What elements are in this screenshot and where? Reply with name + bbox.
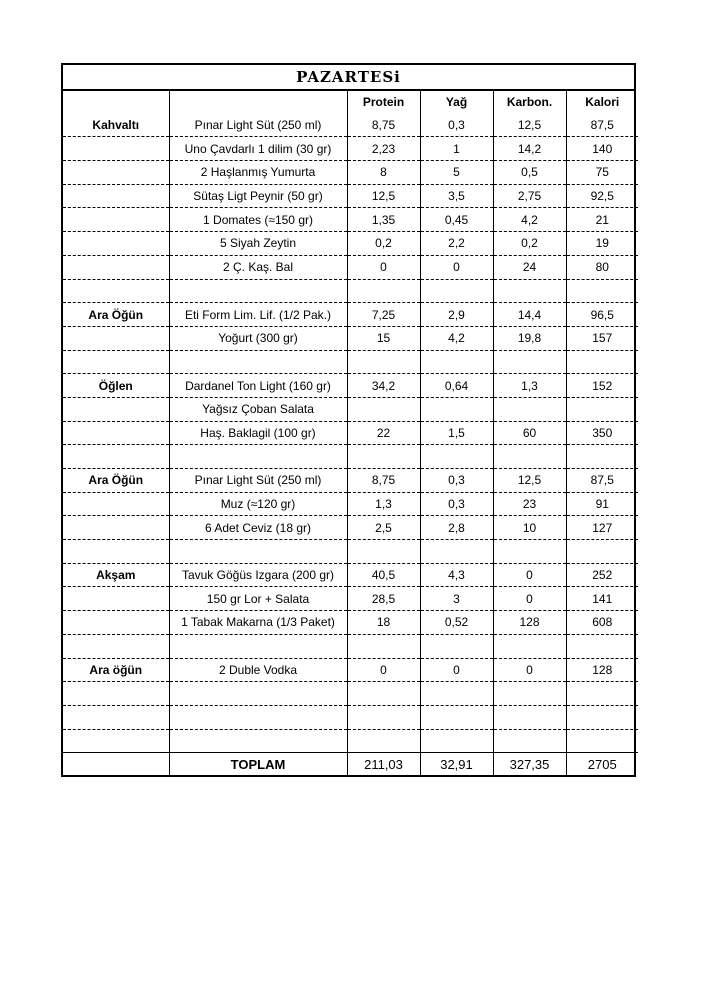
fat-cell: 4,2 (420, 326, 493, 350)
carb-cell (493, 540, 566, 564)
kcal-cell (566, 634, 638, 658)
header-carb: Karbon. (493, 91, 566, 114)
kcal-cell: 21 (566, 208, 638, 232)
table-row (63, 232, 638, 256)
meal-cell (63, 208, 169, 232)
protein-cell: 34,2 (347, 374, 420, 398)
meal-cell (63, 137, 169, 161)
carb-cell (493, 729, 566, 753)
table-row (63, 516, 638, 540)
kcal-cell: 80 (566, 255, 638, 279)
food-cell: Sütaş Ligt Peynir (50 gr) (169, 184, 347, 208)
fat-cell: 0 (420, 658, 493, 682)
food-cell: 6 Adet Ceviz (18 gr) (169, 516, 347, 540)
protein-cell (347, 397, 420, 421)
carb-cell: 0,5 (493, 161, 566, 185)
carb-cell: 12,5 (493, 114, 566, 137)
fat-cell: 0,64 (420, 374, 493, 398)
table-row (63, 161, 638, 185)
table-row (63, 350, 638, 374)
meal-cell: Akşam (63, 563, 169, 587)
protein-cell (347, 350, 420, 374)
fat-cell (420, 682, 493, 706)
kcal-cell: 127 (566, 516, 638, 540)
kcal-cell (566, 350, 638, 374)
kcal-cell (566, 729, 638, 753)
table-row (63, 303, 638, 327)
header-food (169, 91, 347, 114)
meal-cell (63, 516, 169, 540)
table-row (63, 114, 638, 137)
total-kcal: 2705 (566, 753, 638, 776)
table-row (63, 397, 638, 421)
meal-cell (63, 184, 169, 208)
carb-cell: 0 (493, 563, 566, 587)
meal-cell (63, 729, 169, 753)
protein-cell: 18 (347, 611, 420, 635)
carb-cell: 1,3 (493, 374, 566, 398)
total-blank (63, 753, 169, 776)
kcal-cell: 252 (566, 563, 638, 587)
meal-cell (63, 255, 169, 279)
carb-cell (493, 350, 566, 374)
fat-cell (420, 279, 493, 303)
protein-cell: 1,3 (347, 492, 420, 516)
carb-cell (493, 634, 566, 658)
food-cell: Dardanel Ton Light (160 gr) (169, 374, 347, 398)
meal-plan-sheet (61, 63, 636, 777)
fat-cell: 0 (420, 255, 493, 279)
kcal-cell: 19 (566, 232, 638, 256)
protein-cell: 0 (347, 255, 420, 279)
protein-cell (347, 445, 420, 469)
table-row (63, 492, 638, 516)
protein-cell: 28,5 (347, 587, 420, 611)
meal-cell: Ara öğün (63, 658, 169, 682)
food-cell (169, 682, 347, 706)
carb-cell: 128 (493, 611, 566, 635)
total-label: TOPLAM (169, 753, 347, 776)
table-row (63, 634, 638, 658)
total-fat: 32,91 (420, 753, 493, 776)
carb-cell: 0,2 (493, 232, 566, 256)
carb-cell: 60 (493, 421, 566, 445)
header-row (63, 91, 638, 114)
carb-cell (493, 445, 566, 469)
carb-cell: 2,75 (493, 184, 566, 208)
carb-cell (493, 279, 566, 303)
protein-cell (347, 279, 420, 303)
carb-cell: 0 (493, 587, 566, 611)
fat-cell: 2,2 (420, 232, 493, 256)
table-row (63, 421, 638, 445)
fat-cell (420, 350, 493, 374)
table-row (63, 705, 638, 729)
kcal-cell: 92,5 (566, 184, 638, 208)
table-row (63, 279, 638, 303)
fat-cell: 0,3 (420, 469, 493, 493)
protein-cell: 40,5 (347, 563, 420, 587)
food-cell: Pınar Light Süt (250 ml) (169, 469, 347, 493)
food-cell: 2 Duble Vodka (169, 658, 347, 682)
kcal-cell: 608 (566, 611, 638, 635)
meal-cell: Ara Öğün (63, 303, 169, 327)
meal-cell (63, 634, 169, 658)
table-row (63, 184, 638, 208)
table-row (63, 587, 638, 611)
fat-cell: 0,45 (420, 208, 493, 232)
kcal-cell (566, 682, 638, 706)
protein-cell: 2,23 (347, 137, 420, 161)
fat-cell: 0,52 (420, 611, 493, 635)
protein-cell: 8,75 (347, 469, 420, 493)
protein-cell (347, 540, 420, 564)
table-row (63, 137, 638, 161)
protein-cell: 7,25 (347, 303, 420, 327)
food-cell: Yoğurt (300 gr) (169, 326, 347, 350)
kcal-cell: 350 (566, 421, 638, 445)
food-cell: 1 Domates (≈150 gr) (169, 208, 347, 232)
kcal-cell: 140 (566, 137, 638, 161)
header-protein: Protein (347, 91, 420, 114)
meal-cell (63, 492, 169, 516)
protein-cell (347, 729, 420, 753)
fat-cell: 1 (420, 137, 493, 161)
table-row (63, 563, 638, 587)
carb-cell: 14,4 (493, 303, 566, 327)
table-row (63, 729, 638, 753)
food-cell: Muz (≈120 gr) (169, 492, 347, 516)
kcal-cell: 75 (566, 161, 638, 185)
food-cell (169, 634, 347, 658)
fat-cell (420, 445, 493, 469)
table-row (63, 374, 638, 398)
food-cell (169, 445, 347, 469)
fat-cell: 0,3 (420, 492, 493, 516)
fat-cell (420, 729, 493, 753)
total-row (63, 753, 638, 776)
food-cell: 5 Siyah Zeytin (169, 232, 347, 256)
fat-cell (420, 540, 493, 564)
meal-cell (63, 611, 169, 635)
food-cell: Uno Çavdarlı 1 dilim (30 gr) (169, 137, 347, 161)
meal-cell (63, 279, 169, 303)
kcal-cell: 152 (566, 374, 638, 398)
fat-cell (420, 634, 493, 658)
carb-cell (493, 682, 566, 706)
table-row (63, 611, 638, 635)
fat-cell: 3 (420, 587, 493, 611)
header-fat: Yağ (420, 91, 493, 114)
kcal-cell: 141 (566, 587, 638, 611)
kcal-cell: 157 (566, 326, 638, 350)
fat-cell (420, 397, 493, 421)
protein-cell: 0 (347, 658, 420, 682)
meal-cell (63, 705, 169, 729)
table-row (63, 658, 638, 682)
protein-cell: 2,5 (347, 516, 420, 540)
meal-cell (63, 161, 169, 185)
meal-cell (63, 350, 169, 374)
kcal-cell (566, 279, 638, 303)
food-cell (169, 729, 347, 753)
food-cell (169, 540, 347, 564)
protein-cell: 8 (347, 161, 420, 185)
food-cell (169, 279, 347, 303)
meal-cell: Ara Öğün (63, 469, 169, 493)
fat-cell: 3,5 (420, 184, 493, 208)
fat-cell: 5 (420, 161, 493, 185)
meal-cell (63, 682, 169, 706)
fat-cell: 2,8 (420, 516, 493, 540)
food-cell: Pınar Light Süt (250 ml) (169, 114, 347, 137)
meal-cell: Öğlen (63, 374, 169, 398)
kcal-cell (566, 397, 638, 421)
header-kcal: Kalori (585, 95, 620, 110)
carb-cell: 23 (493, 492, 566, 516)
meal-cell (63, 397, 169, 421)
table-row (63, 682, 638, 706)
meal-cell (63, 232, 169, 256)
carb-cell: 10 (493, 516, 566, 540)
meal-cell (63, 587, 169, 611)
kcal-cell: 91 (566, 492, 638, 516)
meal-cell (63, 326, 169, 350)
food-cell (169, 350, 347, 374)
fat-cell: 1,5 (420, 421, 493, 445)
protein-cell (347, 634, 420, 658)
kcal-cell: 87,5 (566, 114, 638, 137)
table-row (63, 208, 638, 232)
protein-cell: 1,35 (347, 208, 420, 232)
kcal-cell: 87,5 (566, 469, 638, 493)
table-row (63, 326, 638, 350)
protein-cell (347, 705, 420, 729)
meal-cell (63, 445, 169, 469)
meal-cell (63, 540, 169, 564)
table-row (63, 469, 638, 493)
total-protein: 211,03 (347, 753, 420, 776)
fat-cell (420, 705, 493, 729)
protein-cell (347, 682, 420, 706)
protein-cell: 0,2 (347, 232, 420, 256)
carb-cell: 4,2 (493, 208, 566, 232)
food-cell: Haş. Baklagil (100 gr) (169, 421, 347, 445)
kcal-cell: 96,5 (566, 303, 638, 327)
meal-cell: Kahvaltı (63, 114, 169, 137)
protein-cell: 8,75 (347, 114, 420, 137)
protein-cell: 12,5 (347, 184, 420, 208)
carb-cell: 0 (493, 658, 566, 682)
food-cell (169, 705, 347, 729)
kcal-cell (566, 705, 638, 729)
nutrition-table (63, 91, 638, 775)
carb-cell: 12,5 (493, 469, 566, 493)
table-row (63, 255, 638, 279)
protein-cell: 15 (347, 326, 420, 350)
table-row (63, 540, 638, 564)
carb-cell: 24 (493, 255, 566, 279)
kcal-cell (566, 445, 638, 469)
food-cell: 150 gr Lor + Salata (169, 587, 347, 611)
total-carb: 327,35 (493, 753, 566, 776)
food-cell: Eti Form Lim. Lif. (1/2 Pak.) (169, 303, 347, 327)
food-cell: 1 Tabak Makarna (1/3 Paket) (169, 611, 347, 635)
carb-cell: 14,2 (493, 137, 566, 161)
table-row (63, 445, 638, 469)
carb-cell: 19,8 (493, 326, 566, 350)
header-meal (63, 91, 169, 114)
fat-cell: 2,9 (420, 303, 493, 327)
fat-cell: 0,3 (420, 114, 493, 137)
meal-cell (63, 421, 169, 445)
fat-cell: 4,3 (420, 563, 493, 587)
kcal-cell: 128 (566, 658, 638, 682)
page-title: PAZARTESi (63, 65, 634, 91)
carb-cell (493, 397, 566, 421)
food-cell: Yağsız Çoban Salata (169, 397, 347, 421)
protein-cell: 22 (347, 421, 420, 445)
kcal-cell (566, 540, 638, 564)
food-cell: 2 Haşlanmış Yumurta (169, 161, 347, 185)
carb-cell (493, 705, 566, 729)
food-cell: 2 Ç. Kaş. Bal (169, 255, 347, 279)
food-cell: Tavuk Göğüs Izgara (200 gr) (169, 563, 347, 587)
